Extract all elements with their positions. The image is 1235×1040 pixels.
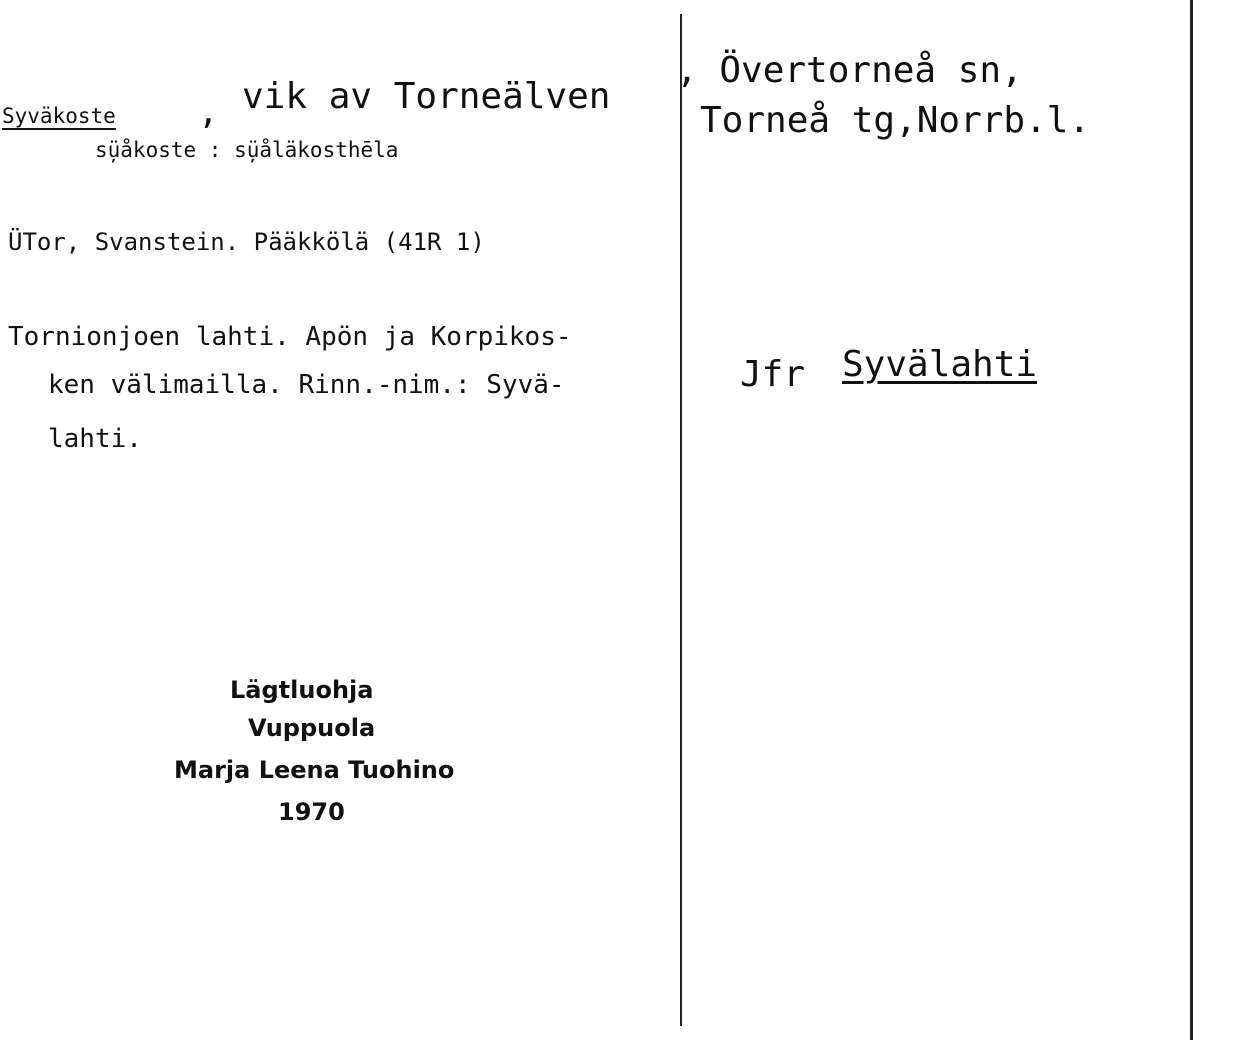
description-line-1: Tornionjoen lahti. Apön ja Korpikos- [8, 322, 572, 352]
title-district: Torneå tg,Norrb.l. [700, 100, 1091, 141]
stamp-line-3: Marja Leena Tuohino [174, 756, 455, 784]
card-right-edge [1190, 0, 1193, 1040]
stamp-line-2: Vuppuola [248, 714, 376, 742]
pronunciation: sü̦åkoste : sü̦åläkosthēla [95, 138, 399, 162]
headword: Syväkoste [2, 104, 116, 128]
description-line-3: lahti. [48, 424, 142, 454]
cross-ref-prefix: Jfr [740, 354, 806, 395]
cross-ref-target: Syvälahti [842, 344, 1038, 385]
stamp-line-1: Lägtluohja [230, 676, 374, 704]
title-separator: , [198, 92, 219, 132]
column-divider [680, 14, 682, 1026]
description-line-2: ken välimailla. Rinn.-nim.: Syvä- [48, 370, 565, 400]
title-parish: , Övertorneå sn, [676, 50, 1023, 91]
source-line: ÜTor, Svanstein. Pääkkölä (41R 1) [8, 228, 485, 256]
stamp-line-4: 1970 [278, 798, 345, 826]
title-location: vik av Torneälven [242, 76, 611, 117]
